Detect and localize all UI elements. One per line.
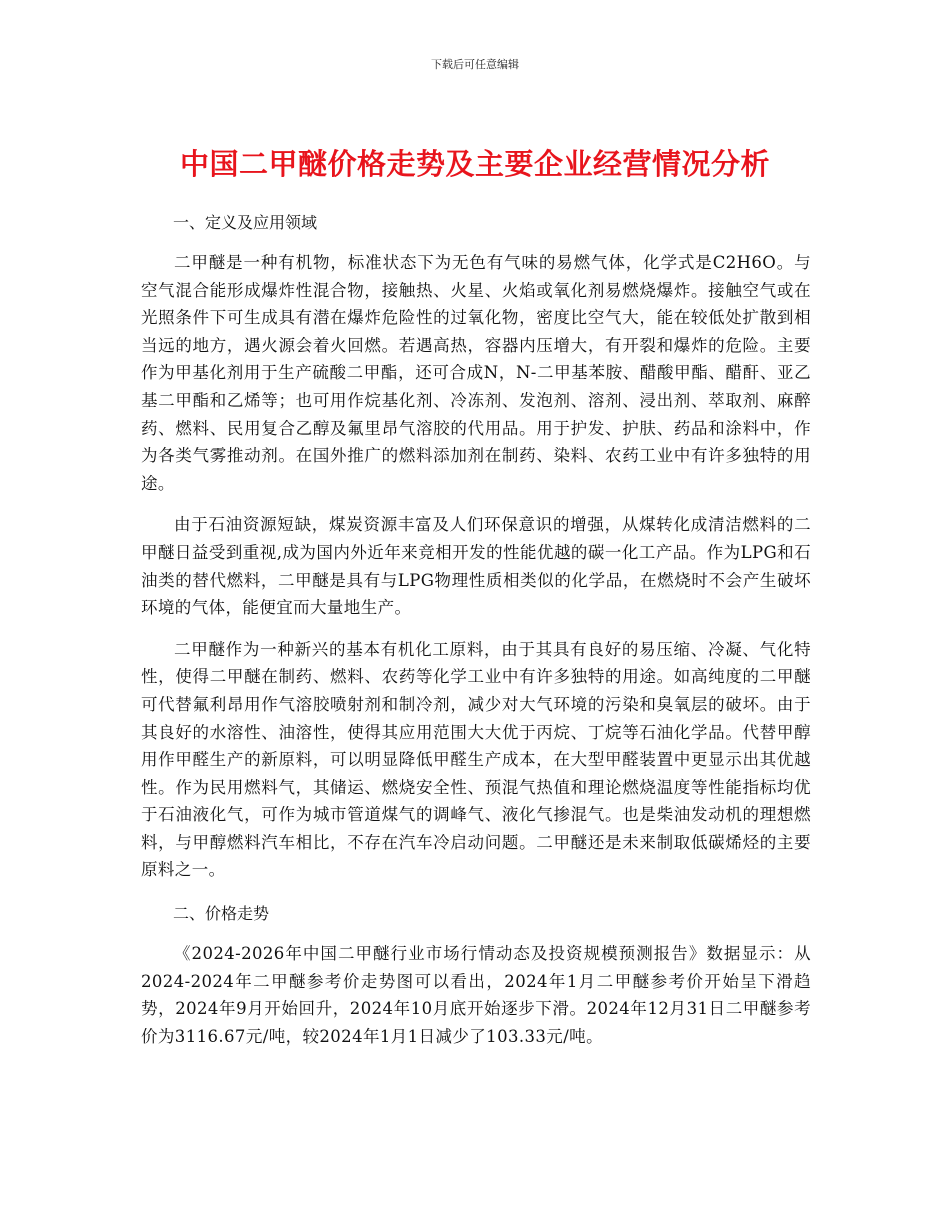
- paragraph-definition-1: 二甲醚是一种有机物，标准状态下为无色有气味的易燃气体，化学式是C2H6O。与空气混合能形成爆炸性混合物，接触热、火星、火焰或氧化剂易燃烧爆炸。接触空气或在光照条件下可生成具有潜在爆炸危险性的过氧化物，密度比空气大，能在较低处扩散到相当远的地方，遇火源会着火回燃。若遇高热，容器内压增大，有开裂和爆炸的危险。主要作为甲基化剂用于生产硫酸二甲酯，还可合成N，N-二甲基苯胺、醋酸甲酯、醋酐、亚乙基二甲酯和乙烯等；也可用作烷基化剂、冷冻剂、发泡剂、溶剂、浸出剂、萃取剂、麻醉药、燃料、民用复合乙醇及氟里昂气溶胶的代用品。用于护发、护肤、药品和涂料中，作为各类气雾推动剂。在国外推广的燃料添加剂在制药、染料、农药工业中有许多独特的用途。: [141, 253, 811, 493]
- paragraph-definition-2: 由于石油资源短缺，煤炭资源丰富及人们环保意识的增强，从煤转化成清洁燃料的二甲醚日益受到重视,成为国内外近年来竞相开发的性能优越的碳一化工产品。作为LPG和石油类的替代燃料，二甲醚是具有与LPG物理性质相类似的化学品，在燃烧时不会产生破坏环境的气体，能便宜而大量地生产。: [141, 515, 811, 618]
- section-heading-definition: 一、定义及应用领域: [173, 213, 318, 232]
- paragraph-price-trend-1: 《2024-2026年中国二甲醚行业市场行情动态及投资规模预测报告》数据显示：从2024-2024年二甲醚参考价走势图可以看出，2024年1月二甲醚参考价开始呈下滑趋势，2024年9月开始回升，2024年10月底开始逐步下滑。2024年12月31日二甲醚参考价为3116.67元/吨，较2024年1月1日减少了103.33元/吨。: [141, 944, 811, 1046]
- spacer: [141, 930, 811, 940]
- page-header: 下载后可任意编辑: [431, 58, 519, 71]
- document-body: [141, 207, 811, 1050]
- spacer: [141, 497, 811, 511]
- document-title: 中国二甲醚价格走势及主要企业经营情况分析: [179, 147, 770, 181]
- spacer: [141, 884, 811, 898]
- section-heading-price-trend: 二、价格走势: [173, 904, 270, 924]
- paragraph-definition-3: 二甲醚作为一种新兴的基本有机化工原料，由于其具有良好的易压缩、冷凝、气化特性，使得二甲醚在制药、燃料、农药等化学工业中有许多独特的用途。如高纯度的二甲醚可代替氟利昂用作气溶胶喷射剂和制冷剂，减少对大气环境的污染和臭氧层的破坏。由于其良好的水溶性、油溶性，使得其应用范围大大优于丙烷、丁烷等石油化学品。代替甲醇用作甲醛生产的新原料，可以明显降低甲醛生产成本，在大型甲醛装置中更显示出其优越性。作为民用燃料气，其储运、燃烧安全性、预混气热值和理论燃烧温度等性能指标均优于石油液化气，可作为城市管道煤气的调峰气、液化气掺混气。也是柴油发动机的理想燃料，与甲醇燃料汽车相比，不存在汽车冷启动问题。二甲醚还是未来制取低碳烯烃的主要原料之一。: [141, 639, 811, 880]
- spacer: [141, 622, 811, 636]
- spacer: [141, 239, 811, 249]
